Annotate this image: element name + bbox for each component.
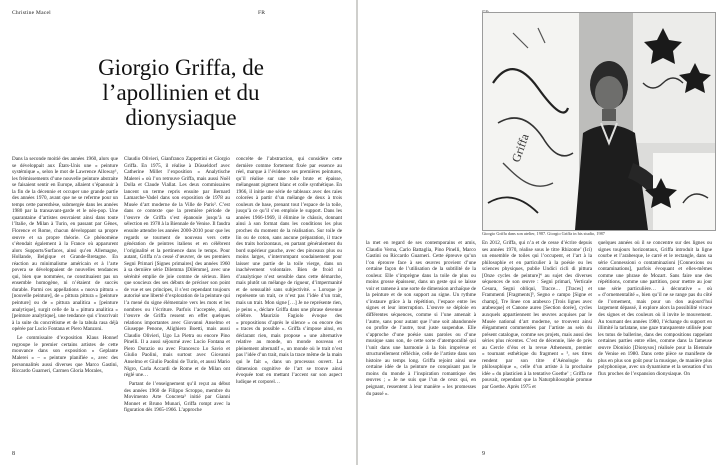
svg-text:Griffa: Griffa xyxy=(508,131,532,165)
running-head-lang: FR xyxy=(258,10,266,16)
article-title: Giorgio Griffa, de l’apollinien et du dionysiaque xyxy=(98,55,264,131)
running-head-author: Christine Macel xyxy=(12,10,51,16)
left-page xyxy=(0,0,356,465)
paragraph: quelques années où il se concentre sur des lignes ou signes toujours horizontaux, Griffa introduit la ligne courbe et l’arabesque, le carré et le rectangle, dans sa série Connessioni o contaminazioni [Connexions ou contaminations], parfois évoquant et elles-mêmes comme une phrase de Mozart. Sans faire une des répétitions, comme une partition, pour mettre au jour une série particulière… à décorative » où « d’ornementalité », bien qu’il ne se range pas du côté de l’ornement, mais pour un don aujourd’hui largement dépassé, il explore alors la possibilité vivace des signes et des couleurs où il invite le mouvement. Au tournant des années 1980, l’échange du support en illimité la tarlatane, une gaze transparente utilisée pour les tutus de ballerine, dans des compositions rappelant certaines parties entre elles, comme dans la fameuse œuvre Dionisio [Dionysos] réalisée pour la Biennale de Venise en 1980. Dans cette pièce se manifeste de plus en plus son goût pour la musique, de manière plus polyphonique, avec un dynamisme et la sensation d’un flux proches de l’expansion dionysiaque. On xyxy=(598,240,712,377)
page-number: 9 xyxy=(482,451,485,457)
text-column-2 xyxy=(124,156,230,456)
text-column-3 xyxy=(236,156,342,456)
paragraph: Dans la seconde moitié des années 1960, alors que se développait aux États-Unis une « peinture systémique », selon le mot de Lawrence Alloway¹, les frémissements d’une nouvelle peinture abstraite se faisaient sentir en Europe, allaient s’épanouir à la fin de la décennie et occuper une grande partie des années 1970, avant que ne se referme pour un temps cette parenthèse, submergée dans les années 1980 par la transavant-garde et le néo-pop. Une quarantaine d’artistes œuvraient ainsi dans toute l’Italie, de Milan à Turin, en passant par Gênes, Florence et Rome, chacun développant sa propre œuvre et sa propre théorie. Ce phénomène s’étendait également à la France où apparurent alors Supports/Surfaces, ainsi qu’en Allemagne, Hollande, Belgique et Grande-Bretagne. En réaction au minimalisme américain et à l’arte povera se développaient de nouvelles tendances qui, bien que nommées, ne constituaient pas un ensemble homogène, ni n’étaient de succès durable. Parmi ces appellations « nuova pittura » [nouvelle peinture], de « pittura pittura » [peinture peinture] ou de « pittura analitica » [peinture analytique], surgit celle de la « pittura analitica » [peinture analytique], une tendance qui s’inscrivait à la suite du concrétisme et de la tabula rasa déjà opérée par Lucio Fontana et Piero Manzoni. xyxy=(12,156,118,333)
studio-photograph xyxy=(482,12,716,231)
paragraph: En 2012, Griffa, qui n’a et de cesse d’écrire depuis ses années 1970, réalise sous le titre Rhizome’ (Ici) un ensemble de toiles qui l’occupent, et l’art à la philosophie et en particulier à la poésie ou les sciences physiques, publie Undici cicli di pittura [Onze cycles de peinture]⁴ au sujet des diverses séquences de son œuvre : Segni primari, Verticale Cesura, Segni obliqui, Tracce… [Traces] et Frammenti [Fragments]⁵, Segno e campo [Signe et champ], Tre linee con arabesco [Trois lignes avec arabesque] et Canone aureo [Section dorée], cycles auxquels appartiennent les œuvres acquises par le Musée national d’art moderne, se trouvent ainsi élégamment commentées par l’artiste au sein du présent catalogue, comme ses projets, mais aussi des séries plus récentes. C’est de décennie, liée de près au Cercle d’éns et la revue Atheneum, premier « tournant esthétique du fragment » ⁵, ses titres rendent par son titre d’Aénologie du philosophique », celle d’un artiste à la prochaine idée » du plasticien à la tentative Goethe’ ; Griffa ne pouvait, cependant que la Naturphilosophie promue par Goethe. Après 1975 et xyxy=(482,240,592,391)
text-column-1 xyxy=(366,240,476,458)
text-column-3 xyxy=(598,240,712,458)
paragraph: concrète de l’abstraction, qui considère cette dernière comme fortement fixée par essence au réel, marque à l’évidence ses premières peintures, qu’il réalise sur une toile brute et épaisse, mélangeant pigment blanc et colle synthétique. En 1966, il initie une série de tableaux avec des raies colorées à partir d’un mélange de deux à trois couleurs de base, prenant tout l’espace de la toile, jusqu’à ce qu’il s’en emploie le support. Dans les années 1966-1969, il élimine le châssis, donnant ainsi à son format dans les conditions les plus proches du moment de la réalisation. Sur toile de lin ou de coton, sans aucune préparation, il trace des traits horizontaux, en partant généralement du bord supérieur gauche, avec des pinceaux plus ou moins larges, s’interrompant soudainement pour laisser une partie de la toile vierge, dans un inachèvement volontaire. Bien de froid ni d’analytique n’est sensible dans cette démarche, mais plutôt un mélange de rigueur, d’impermanité et de sensualité sans subjectivité. « Lorsque je représente un trait, ce n’est pas l’idée d’un trait, mais un trait. Mon signe […] Je ne représente rien, je peins », déclare Griffa dans une phrase devenue célèbre. Maurizio Fagiolo évoque des « propositions d’après le silence » ou encore des « traces du possible ». Griffa s’impose ainsi, en déclarant rien, mais propose « une alternative relative au monde, un monde nouveau et pleinement alternatif », un monde où le trait n’est pas l’idée d’un trait, mais la trace même de la main qui le fait », dans un processus ouvert. La dimension cognitive de l’art se trouve ainsi évoquée tout en mettant l’accent sur son aspect ludique et corporel… xyxy=(236,156,342,385)
studio-photo-illustration xyxy=(483,13,715,230)
text-column-2 xyxy=(482,240,592,458)
page-number: 8 xyxy=(12,451,15,457)
text-column-1 xyxy=(12,156,118,456)
paragraph: Le commissaire d’exposition Klaus Honnef regroupe le premier certains artistes de cette mouvance dans son exposition « Geplante Malerei » – « peinture planifiée », avec des personnalités aussi diverses que Marco Gastini, Riccardo Guarneri, Carmen Gloria Morales, xyxy=(12,335,118,375)
photo-caption: Giorgio Griffa dans son atelier, 1987. Giorgio Griffa in his studio, 1987 xyxy=(482,231,605,236)
paragraph: Partant de l’enseignement qu’il reçut au début des années 1960 de Filippo Scroppo, membre du Movimento Arte Concreta³ initié par Gianni Monnet et Bruno Munari, Griffa rompt avec la figuration dès 1965-1966. L’approche xyxy=(124,381,230,414)
paragraph: Claudio Olivieri, Gianfranco Zappettini et Giorgio Griffa. En 1975, il réalise à Düsseldorf avec Catherine Millet l’exposition « Analytische Malerei » où l’on retrouve Griffa, mais aussi Noël Dolla et Claude Viallat. Les deux commissaires lancent un terme repris ensuite par Bernard Lamarche-Vadel dans son exposition de 1978 au Musée d’art moderne de la Ville de Paris². C’est dans ce contexte que la première période de l’œuvre de Griffa s’est épanouie jusqu’à sa sélection en 1978 à la Biennale de Venise. Il faudra ensuite attendre les années 2000-2010 pour que les regards se tournent de nouveau vers cette génération de peintres italiens et en célèbrent l’originalité et la pertinence dans le temps. Pour autant, Griffa n’a cessé d’œuvrer, de ses premiers Segni Primari [Signes primaires] des années 1960 à sa dernière série Dilemma [Dilèmme], avec une sérénité emplie de joie comme de sérieux. Bien que soucieux des ses débuts de préciser son point de vue et ses principes, il s’est cependant toujours autorisé une liberté d’exploration de la peinture qui l’a mené du signe élémentaire vers les mots et les nombres ou l’écriture. Parfois l’acceptée, ainsi, l’œuvre de Griffa ressent en effet quelques relations importantes avec Giovanni Anselmo et Giuseppe Penone, Alighiero Boetti, mais aussi Claudio Olivieri, Ugo La Pietra ou encore Pino Pinelli. Il a aussi séjourné avec Lucio Fontana et Piero Dorazio ou avec Francesco Lo Savio et Giulio Paolini, mais surtout avec Giovanni Anselmo et Giulio Paolini de Turin, et aussi Mario Nigro, Carla Accardi de Rome et de Milan ont réglé une… xyxy=(124,156,230,379)
right-page xyxy=(358,0,720,465)
paragraph: la met en regard de ses contemporains et amis, Claudio Verna, Carlo Battaglia, Pino Pinelli, Marco Gastini ou Riccardo Guarneri. Cette épreuve qu’un l’on éprouve face à ses œuvres provient d’une certaine façon de l’utilisation de la subtilité de la couleur. Elle s’imprègne dans la toile de plus ou moins grosse épaisseur, dans un geste qui se laisse voir et ramene à une sorte de dimension archaïque de la peinture et de son support au signe. Un rythme s’instaure grâce à la répétition, l’espace entre les signes et leur interruption. L’œuvre se déploie en différentes séquences, comme si l’une amenait à l’autre, sans pour autant que l’une soit abandonnée ou profite de l’autre, tout juste suspendue. Elle s’approche d’une poésie sans paroles ou d’une musique sans son, de cette sorte d’atemporalité qui l’unit dans une harmonie à la fois imprévue et structurellement réfléchie, celle de l’artiste dans son histoire au temps long. Griffa rejoint ainsi une certaine idée de la peinture ne conquisant pas le moins du monde à l’inspiration romantique des œuvres ; « Je ne suis que l’un de ceux qui, en peignant, ressentent à leur manière « les promesses du passé ». xyxy=(366,240,476,397)
